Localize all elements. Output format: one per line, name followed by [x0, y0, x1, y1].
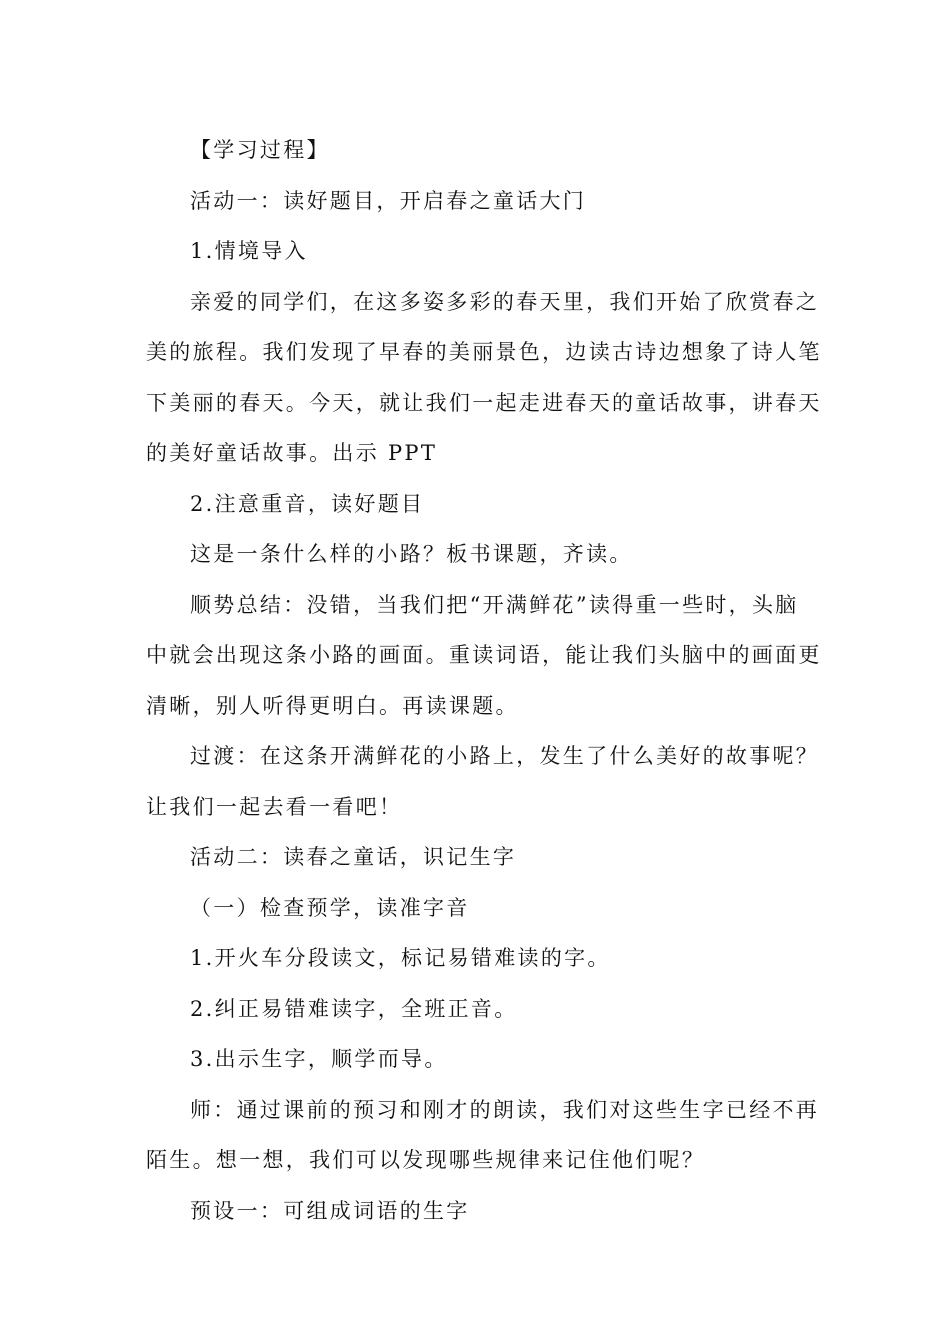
teacher-line: 师：通过课前的预习和刚才的朗读，我们对这些生字已经不再 [190, 1097, 820, 1122]
step-two-text: 2.注意重音，读好题目 [190, 491, 425, 516]
section-one-heading [146, 883, 811, 934]
step-one-text: 1.情境导入 [190, 239, 308, 263]
summary-paragraph [146, 580, 822, 732]
question-text: 这是一条什么样的小路？板书课题，齐读。 [190, 542, 633, 566]
list-item-two [146, 984, 811, 1035]
step-two-heading [146, 479, 811, 530]
summary-line: 顺势总结：没错，当我们把“开满鲜花”读得重一些时，头脑 [190, 592, 799, 617]
intro-line: 亲爱的同学们，在这多姿多彩的春天里，我们开始了欣赏春之 [190, 289, 820, 314]
intro-paragraph [146, 277, 822, 479]
list-item-one-text: 1.开火车分段读文，标记易错难读的字。 [190, 946, 611, 970]
list-item-one [146, 933, 811, 984]
step-one-heading [146, 226, 811, 277]
list-item-three-text: 3.出示生字，顺学而导。 [190, 1047, 448, 1071]
section-heading-text: 【学习过程】 [190, 138, 330, 162]
transition-line: 让我们一起去看一看吧！ [146, 794, 403, 819]
section-heading [146, 125, 811, 176]
intro-line: 下美丽的春天。今天，就让我们一起走进春天的童话故事，讲春天 [146, 390, 822, 415]
transition-paragraph [146, 731, 820, 832]
activity-one-heading [146, 176, 811, 227]
document-body [146, 125, 822, 1236]
list-item-two-text: 2.纠正易错难读字，全班正音。 [190, 996, 518, 1021]
teacher-paragraph [146, 1085, 820, 1186]
summary-line: 中就会出现这条小路的画面。重读词语，能让我们头脑中的画面更 [146, 643, 822, 667]
question-paragraph [146, 529, 811, 580]
preset-one-text: 预设一：可组成词语的生字 [190, 1198, 470, 1223]
activity-one-text: 活动一：读好题目，开启春之童话大门 [190, 188, 587, 213]
summary-line: 清晰，别人听得更明白。再读课题。 [146, 693, 519, 718]
transition-line: 过渡：在这条开满鲜花的小路上，发生了什么美好的故事呢？ [190, 744, 820, 768]
activity-two-heading [146, 832, 811, 883]
activity-two-text: 活动二：读春之童话，识记生字 [190, 845, 517, 869]
section-one-text: （一）检查预学，读准字音 [190, 895, 470, 920]
preset-one-heading [146, 1186, 811, 1237]
intro-line: 美的旅程。我们发现了早春的美丽景色，边读古诗边想象了诗人笔 [146, 340, 822, 364]
list-item-three [146, 1034, 811, 1085]
teacher-line: 陌生。想一想，我们可以发现哪些规律来记住他们呢？ [146, 1148, 706, 1172]
intro-line: 的美好童话故事。出示 PPT [146, 441, 438, 465]
